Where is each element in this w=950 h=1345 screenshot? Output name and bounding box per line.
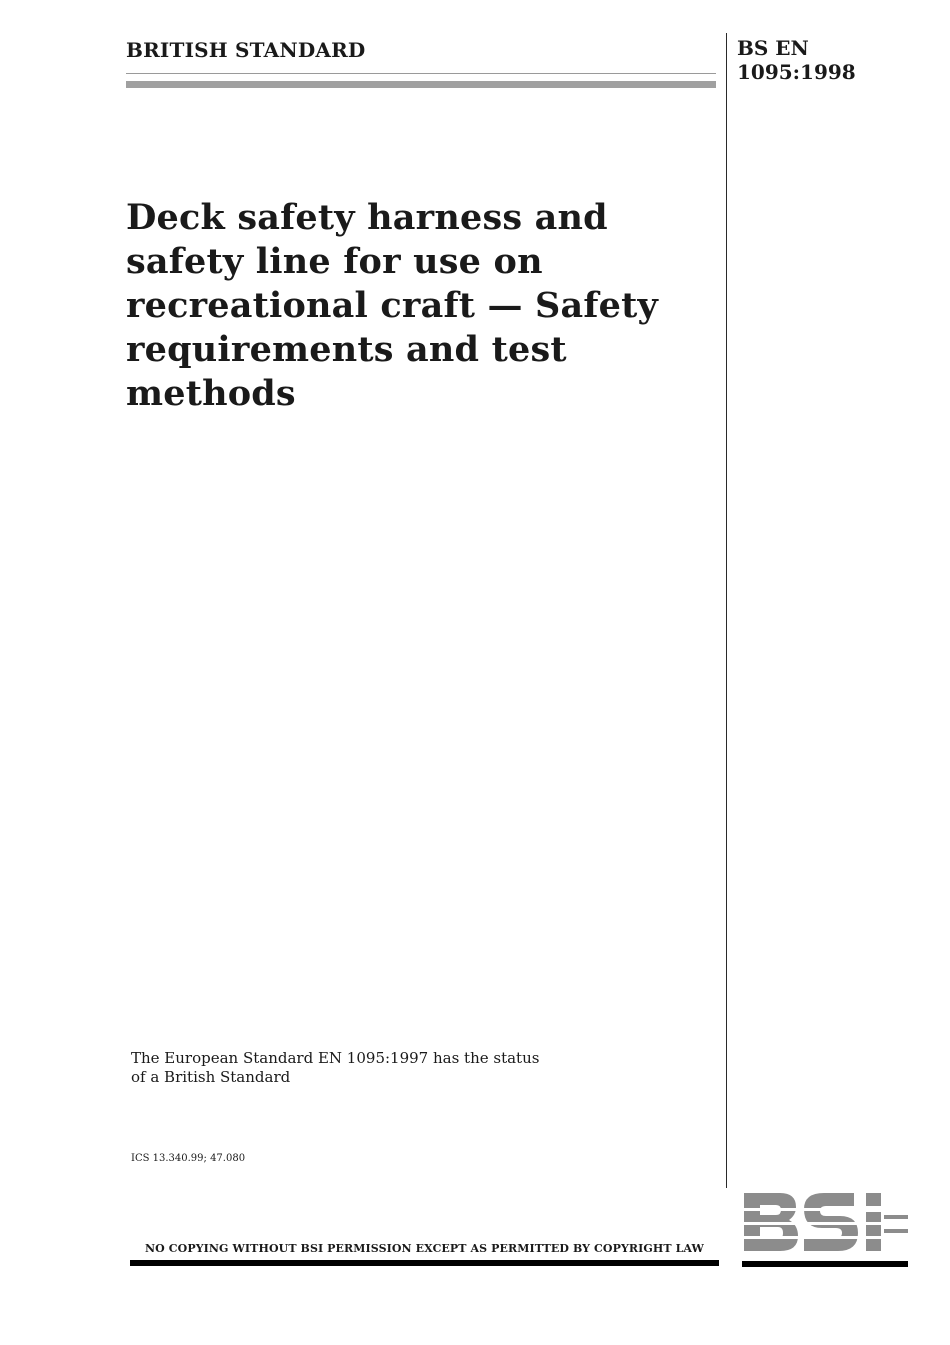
header-rule-thick — [126, 81, 716, 88]
bsi-logo — [742, 1191, 908, 1267]
standard-number-prefix: BS EN — [737, 36, 809, 60]
standard-number-code: 1095:1998 — [737, 60, 856, 84]
column-divider — [726, 33, 727, 1188]
copyright-notice: NO COPYING WITHOUT BSI PERMISSION EXCEPT AS PERMITTED BY COPYRIGHT LAW — [145, 1242, 704, 1255]
ics-code: ICS 13.340.99; 47.080 — [131, 1153, 246, 1164]
document-title: Deck safety harness and safety line for use on recreational craft — Safety requirements and test methods — [126, 197, 659, 414]
standard-number — [737, 36, 856, 84]
document-series-label: BRITISH STANDARD — [126, 38, 366, 62]
footer-bar — [130, 1260, 719, 1266]
header-rule-thin — [126, 73, 716, 74]
status-note: The European Standard EN 1095:1997 has the status of a British Standard — [131, 1049, 540, 1086]
